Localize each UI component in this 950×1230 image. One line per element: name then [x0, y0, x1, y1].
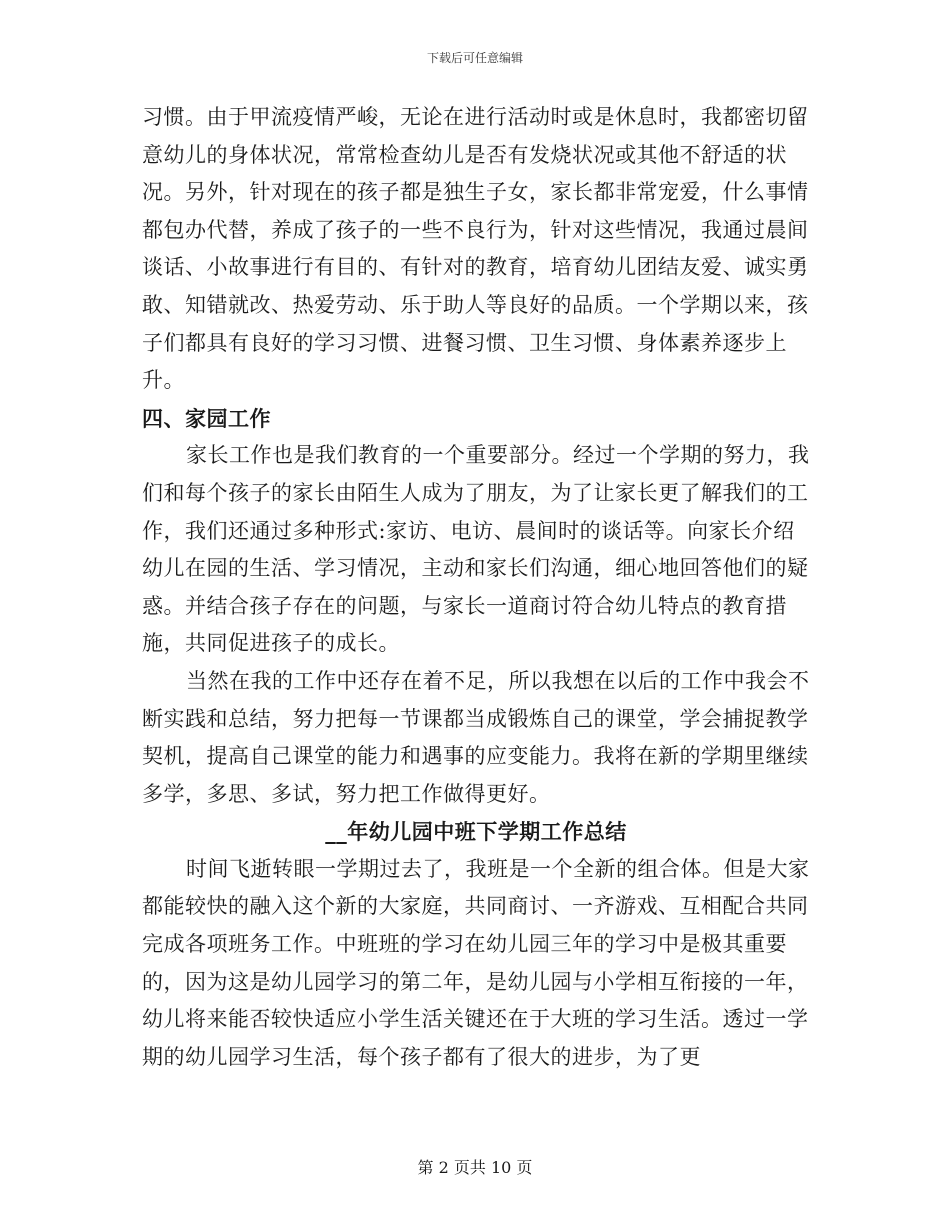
document-body: [142, 99, 810, 1076]
page-number: 第 2 页共 10 页: [417, 1158, 533, 1177]
section-heading: 四、家园工作: [142, 405, 271, 431]
body-paragraph: 家长工作也是我们教育的一个重要部分。经过一个学期的努力，我们和每个孩子的家长由陌生人成为了朋友，为了让家长更了解我们的工作，我们还通过多种形式:家访、电访、晨间时的谈话等。向家长介绍幼儿在园的生活、学习情况，主动和家长们沟通，细心地回答他们的疑惑。并结合孩子存在的问题，与家长一道商讨符合幼儿特点的教育措施，共同促进孩子的成长。: [142, 443, 810, 656]
body-paragraph: 时间飞逝转眼一学期过去了，我班是一个全新的组合体。但是大家都能较快的融入这个新的大家庭，共同商讨、一齐游戏、互相配合共同完成各项班务工作。中班班的学习在幼儿园三年的学习中是极其重要的，因为这是幼儿园学习的第二年，是幼儿园与小学相互衔接的一年，幼儿将来能否较快适应小学生活关键还在于大班的学习生活。透过一学期的幼儿园学习生活，每个孩子都有了很大的进步，为了更: [142, 856, 810, 1069]
body-paragraph: 习惯。由于甲流疫情严峻，无论在进行活动时或是休息时，我都密切留意幼儿的身体状况，常常检查幼儿是否有发烧状况或其他不舒适的状况。另外，针对现在的孩子都是独生子女，家长都非常宠爱，什么事情都包办代替，养成了孩子的一些不良行为，针对这些情况，我通过晨间谈话、小故事进行有目的、有针对的教育，培育幼儿团结友爱、诚实勇敢、知错就改、热爱劳动、乐于助人等良好的品质。一个学期以来，孩子们都具有良好的学习习惯、进餐习惯、卫生习惯、身体素养逐步上升。: [142, 105, 809, 393]
body-paragraph: 当然在我的工作中还存在着不足，所以我想在以后的工作中我会不断实践和总结，努力把每一节课都当成锻炼自己的课堂，学会捕捉教学契机，提高自己课堂的能力和遇事的应变能力。我将在新的学期里继续多学，多思、多试，努力把工作做得更好。: [142, 668, 810, 806]
page-header: 下载后可任意编辑: [426, 51, 523, 65]
article-title: __年幼儿园中班下学期工作总结: [325, 819, 627, 845]
